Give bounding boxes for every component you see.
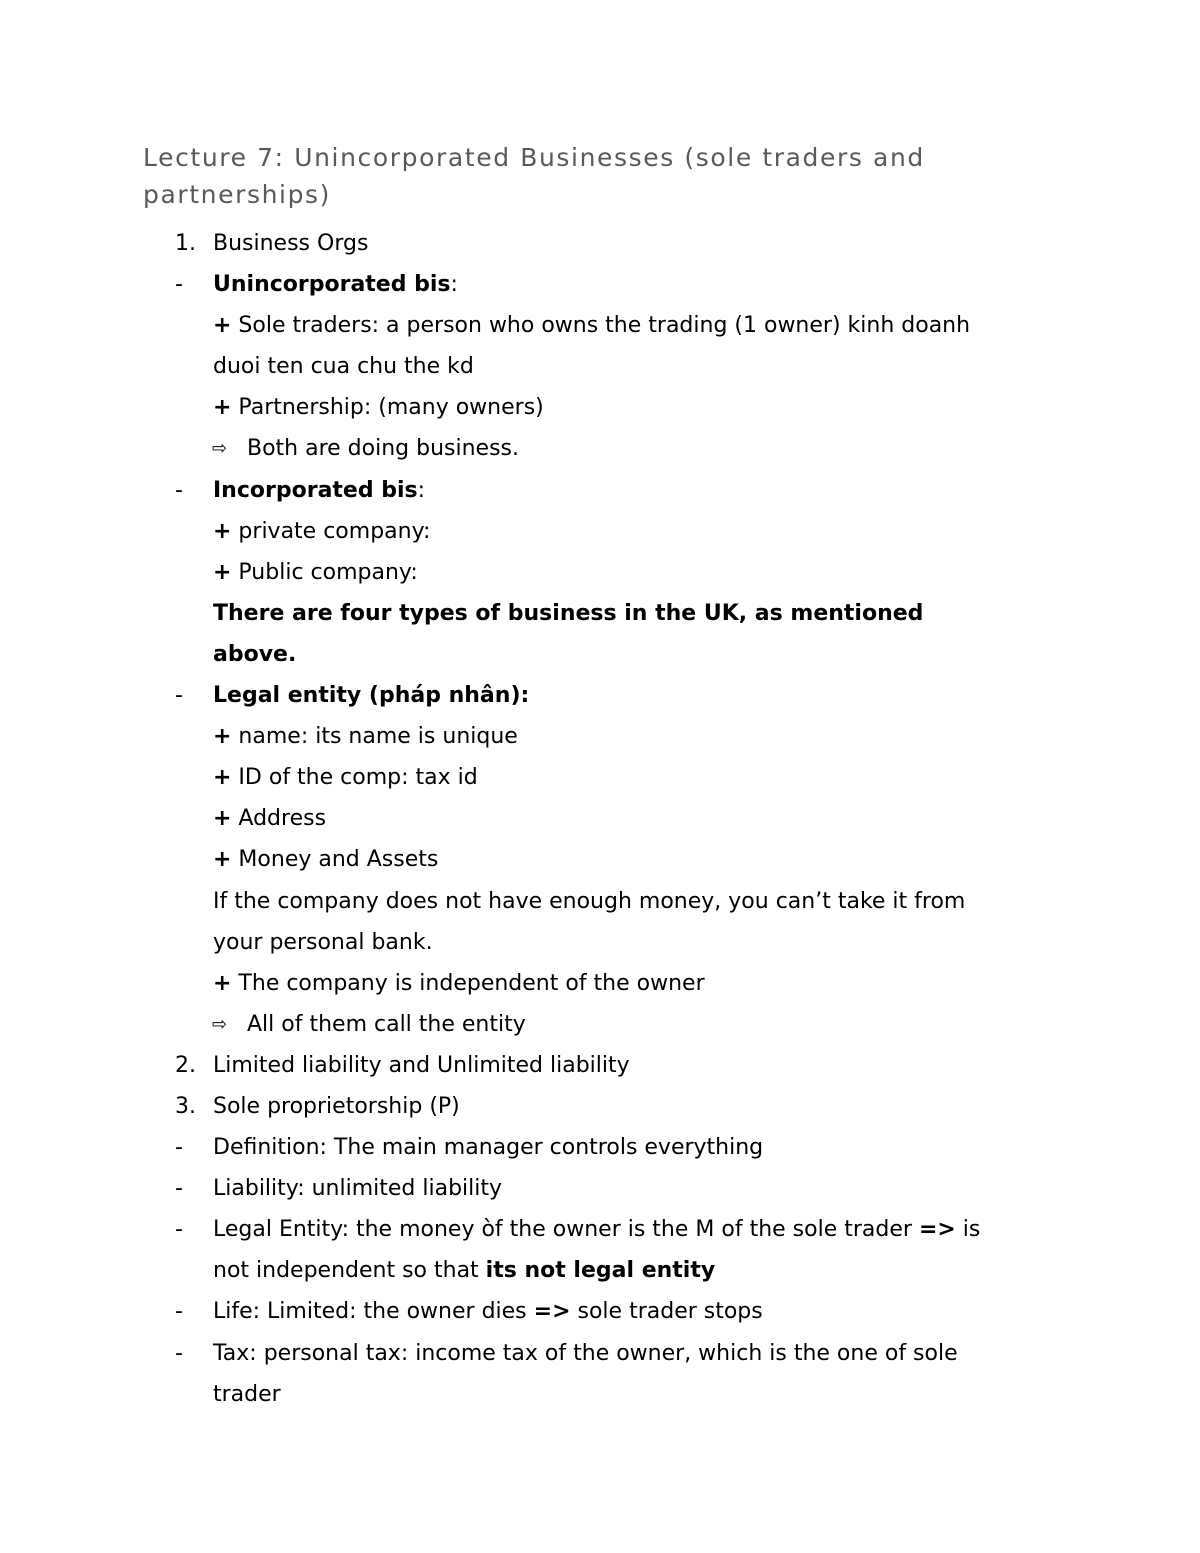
line-text: not independent so that its not legal entity [213,1258,716,1284]
line-text: Definition: The main manager controls everything [213,1135,764,1161]
document-line [0,839,1200,880]
line-text: Sole proprietorship (P) [213,1093,460,1119]
line-text: Life: Limited: the owner dies => sole trader stops [213,1299,763,1325]
list-number: 2. [175,1052,196,1078]
line-text: + Sole traders: a person who owns the trading (1 owner) kinh doanh [213,313,971,339]
document-line [0,716,1200,757]
bold-text: There are four types of business in the UK, as mentioned [213,600,924,626]
line-text: duoi ten cua chu the kd [213,354,474,380]
line-text [213,634,296,675]
line-text: Liability: unlimited liability [213,1176,503,1202]
bullet-dash: - [175,1217,183,1243]
document-line [0,1250,1200,1291]
document-line [0,1168,1200,1209]
bold-text: Incorporated bis [213,477,418,503]
document-line [0,1291,1200,1332]
plus-icon: + [213,765,232,791]
line-text [213,675,529,716]
bullet-dash: - [175,1135,183,1161]
document-line [0,511,1200,552]
plus-icon: + [213,724,232,750]
document-line [0,305,1200,346]
line-text: Incorporated bis: [213,477,426,503]
plus-icon: + [213,559,232,585]
line-text: Both are doing business. [247,436,520,462]
line-text [213,593,923,634]
document-line [0,264,1200,305]
bullet-dash: - [175,1176,183,1202]
line-text: + Partnership: (many owners) [213,395,544,421]
document-line [0,1127,1200,1168]
arrow-right-icon: ⇨ [212,438,228,460]
lecture-body [0,223,1200,1415]
document-line [0,798,1200,839]
line-text: + Address [213,806,327,832]
plus-icon: + [213,806,232,832]
document-line [0,1209,1200,1250]
line-text: If the company does not have enough money, you can’t take it from [213,888,966,914]
line-text: Legal Entity: the money òf the owner is the M of the sole trader => is [213,1217,981,1243]
line-text: your personal bank. [213,929,433,955]
document-line [0,922,1200,963]
line-text: Unincorporated bis: [213,272,458,298]
bullet-dash: - [175,1299,183,1325]
document-line [0,1374,1200,1415]
document-line [0,963,1200,1004]
arrow-right-icon: ⇨ [212,1013,228,1035]
title-line-1: Lecture 7: Unincorporated Businesses (sole traders and [143,143,925,172]
plus-icon: + [213,970,232,996]
line-text: + Public company: [213,559,418,585]
line-text: + private company: [213,518,431,544]
line-text: Limited liability and Unlimited liability [213,1052,630,1078]
bullet-dash: - [175,477,183,503]
plus-icon: + [213,395,232,421]
bold-text: => [533,1299,571,1325]
document-line [0,1004,1200,1045]
bold-text: => [918,1217,956,1243]
bold-text: Legal entity (pháp nhân): [213,683,530,709]
document-line [0,1333,1200,1374]
document-line [0,1045,1200,1086]
line-text: + The company is independent of the owner [213,970,705,996]
plus-icon: + [213,847,232,873]
bullet-dash: - [175,272,183,298]
lecture-title [143,139,1043,213]
bullet-dash: - [175,683,183,709]
document-line [0,593,1200,634]
line-text: Tax: personal tax: income tax of the owner, which is the one of sole [213,1340,958,1366]
line-text: trader [213,1381,281,1407]
document-line [0,387,1200,428]
bold-text: above. [213,641,297,667]
document-line [0,634,1200,675]
document-line [0,470,1200,511]
line-text: Business Orgs [213,231,369,256]
document-line [0,223,1200,264]
bold-text: its not legal entity [485,1258,716,1284]
list-number: 3. [175,1093,196,1119]
document-line [0,428,1200,469]
bullet-dash: - [175,1340,183,1366]
document-line [0,552,1200,593]
title-line-2: partnerships) [143,180,332,209]
document-line [0,346,1200,387]
plus-icon: + [213,313,232,339]
line-text: + Money and Assets [213,847,439,873]
document-line [0,1086,1200,1127]
line-text: + name: its name is unique [213,724,518,750]
document-line [0,675,1200,716]
plus-icon: + [213,518,232,544]
bold-text: Unincorporated bis [213,272,451,298]
list-number: 1. [175,231,196,256]
document-line [0,881,1200,922]
document-line [0,757,1200,798]
line-text: All of them call the entity [247,1011,526,1037]
line-text: + ID of the comp: tax id [213,765,478,791]
